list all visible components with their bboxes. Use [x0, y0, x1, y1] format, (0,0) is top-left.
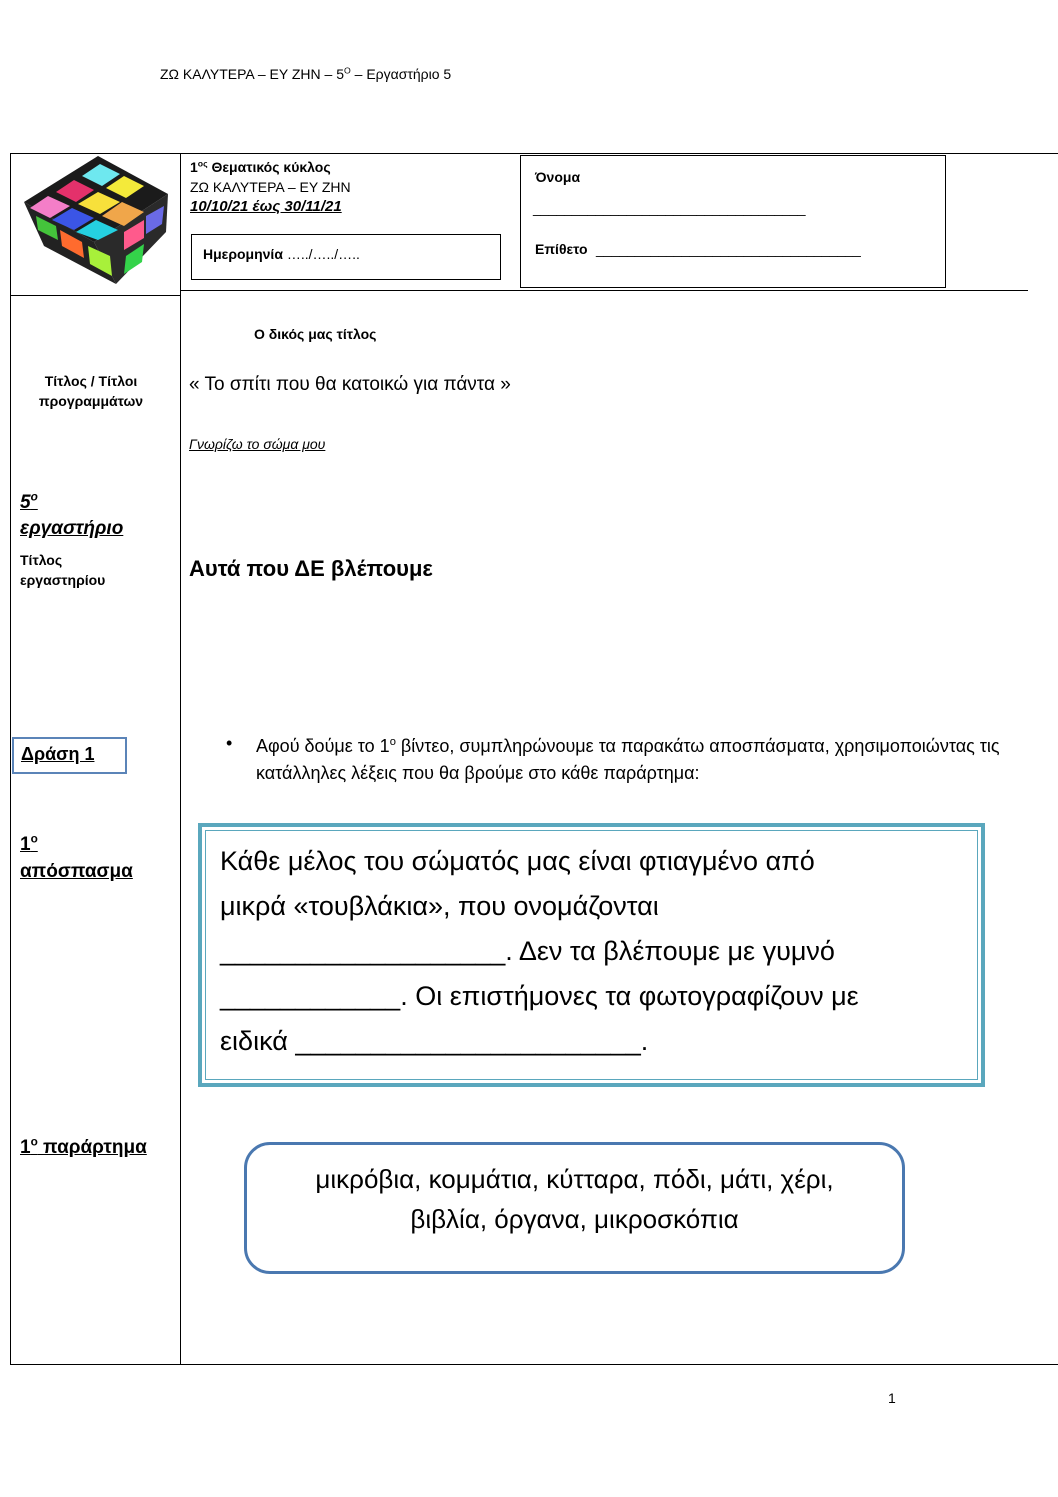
bullet-icon: • [226, 733, 233, 753]
lab-title-label: Τίτλος εργαστηρίου [20, 552, 106, 588]
excerpt-blank-line[interactable]: ___________________. Δεν τα βλέπουμε με γυμνό [220, 936, 835, 966]
appendix-label: $1^o$ παράρτημα [20, 1135, 147, 1158]
date-value[interactable]: …../…../….. [282, 246, 360, 262]
cycle-program: ΖΩ ΚΑΛΥΤΕΡΑ – ΕΥ ΖΗΝ [190, 179, 351, 195]
titles-label: Τίτλος / Τίτλοι προγραμμάτων [38, 373, 144, 409]
excerpt-line: Κάθε μέλος του σώματός μας είναι φτιαγμένο από [220, 846, 815, 876]
lab-number: $5^o$ εργαστήριο [20, 490, 124, 539]
instruction-text: Αφού δούμε το $1^o$ βίντεο, συμπληρώνουμε τα παρακάτω αποσπάσματα, χρησιμοποιώντας τις κατάλληλες λέξεις που θα βρούμε στο κάθε παράρτημα: [256, 736, 1000, 783]
table-left-border [10, 153, 11, 1365]
table-header-divider [180, 290, 1028, 291]
program-title: « Το σπίτι που θα κατοικώ για πάντα » [189, 374, 511, 395]
excerpt-line: μικρά «τουβλάκια», που ονομάζονται [220, 891, 659, 921]
appendix-word-list: μικρόβια, κομμάτια, κύτταρα, πόδι, μάτι, χέρι, βιβλία, όργανα, μικροσκόπια [315, 1164, 834, 1234]
name-field[interactable]: ___________________________________ [533, 200, 806, 216]
cycle-dates: 10/10/21 έως 30/11/21 [190, 198, 342, 215]
name-label: Όνομα [535, 169, 581, 185]
page-header: ΖΩ ΚΑΛΥΤΕΡΑ – ΕΥ ΖΗΝ – $5^O$ – Εργαστήριο 5 [160, 65, 452, 82]
program-subtitle: Γνωρίζω το σώμα μου [189, 436, 326, 452]
cycle-number: $1^{o\varsigma}$ Θεματικός κύκλος [190, 158, 331, 175]
excerpt-blank-line[interactable]: ειδικά _______________________. [220, 1026, 649, 1056]
student-name-box [520, 155, 946, 288]
cycle-info [190, 157, 351, 217]
excerpt-blank-line[interactable]: ____________. Οι επιστήμονες τα φωτογραφίζουν με [220, 981, 859, 1011]
excerpt-text [220, 839, 970, 1064]
surname-label: Επίθετο [535, 241, 588, 257]
date-field[interactable] [191, 234, 501, 280]
excerpt-label: $1^o$ απόσπασμα [20, 832, 133, 882]
surname-field[interactable]: __________________________________ [596, 241, 861, 257]
our-title-label: Ο δικός μας τίτλος [254, 326, 377, 342]
rubiks-cube-icon [16, 150, 176, 288]
page-number: 1 [888, 1390, 896, 1406]
action-label: Δράση 1 [12, 737, 127, 774]
date-label: Ημερομηνία [203, 246, 283, 262]
table-column-divider [180, 153, 181, 1365]
lab-title: Αυτά που ΔΕ βλέπουμε [189, 556, 433, 581]
table-header-divider [10, 295, 180, 296]
table-bottom-border [10, 1364, 1058, 1365]
